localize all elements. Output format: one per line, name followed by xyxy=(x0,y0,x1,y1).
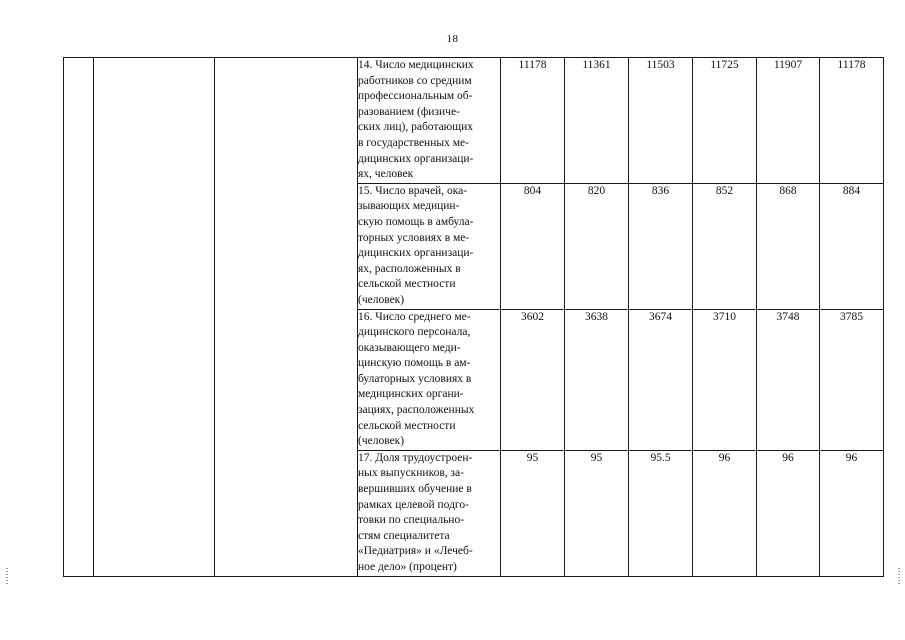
value-cell: 95.5 xyxy=(629,450,693,576)
value-cell: 96 xyxy=(693,450,757,576)
table-body xyxy=(64,58,884,577)
value-cell: 11907 xyxy=(757,58,820,184)
description-line: ях, человек xyxy=(358,168,414,181)
name-cell xyxy=(94,58,215,577)
description-line: рамках целевой подго- xyxy=(358,498,469,511)
indicator-description xyxy=(358,58,501,184)
value-cell: 11178 xyxy=(501,58,565,184)
value-cell: 11725 xyxy=(693,58,757,184)
value-cell: 95 xyxy=(501,450,565,576)
description-line: дицинского персонала, xyxy=(358,326,471,339)
value-cell: 11503 xyxy=(629,58,693,184)
value-cell: 11178 xyxy=(820,58,884,184)
indicators-table xyxy=(63,57,884,577)
description-line: (человек) xyxy=(358,293,405,306)
description-line: торных условиях в ме- xyxy=(358,231,470,244)
value-cell: 3710 xyxy=(693,309,757,450)
description-line: дицинских организаци- xyxy=(358,152,474,165)
description-line: зывающих медицин- xyxy=(358,200,460,213)
value-cell: 852 xyxy=(693,183,757,309)
description-line: 17. Доля трудоустроен- xyxy=(358,451,473,464)
table-row xyxy=(64,58,884,184)
value-cell: 96 xyxy=(820,450,884,576)
value-cell: 884 xyxy=(820,183,884,309)
description-line: 16. Число среднего ме- xyxy=(358,310,471,323)
indicator-description xyxy=(358,309,501,450)
value-cell: 3785 xyxy=(820,309,884,450)
value-cell: 868 xyxy=(757,183,820,309)
value-cell: 3602 xyxy=(501,309,565,450)
description-line: стям специалитета xyxy=(358,529,450,542)
description-line: сельской местности xyxy=(358,419,456,432)
description-line: сельской местности xyxy=(358,278,456,291)
program-cell xyxy=(215,58,358,577)
description-line: разованием (физиче- xyxy=(358,105,460,118)
value-cell: 3674 xyxy=(629,309,693,450)
description-line: (человек) xyxy=(358,435,405,448)
description-line: 15. Число врачей, ока- xyxy=(358,184,468,197)
description-line: ных выпускников, за- xyxy=(358,467,464,480)
value-cell: 95 xyxy=(565,450,629,576)
description-line: в государственных ме- xyxy=(358,136,469,149)
description-line: ное дело» (процент) xyxy=(358,561,457,573)
value-cell: 3638 xyxy=(565,309,629,450)
value-cell: 804 xyxy=(501,183,565,309)
value-cell: 836 xyxy=(629,183,693,309)
description-line: медицинских органи- xyxy=(358,388,464,401)
indicator-description xyxy=(358,183,501,309)
description-line: работников со средним xyxy=(358,74,472,87)
description-line: цинскую помощь в ам- xyxy=(358,357,471,370)
index-cell xyxy=(64,58,94,577)
value-cell: 3748 xyxy=(757,309,820,450)
description-line: скую помощь в амбула- xyxy=(358,215,474,228)
description-line: 14. Число медицинских xyxy=(358,59,474,71)
page-number: 18 xyxy=(446,33,459,45)
description-line: вершивших обучение в xyxy=(358,483,472,496)
scan-edge-mark-left xyxy=(6,568,8,586)
description-line: ях, расположенных в xyxy=(358,262,461,275)
scan-edge-mark-right xyxy=(898,568,900,586)
description-line: оказывающего меди- xyxy=(358,341,461,354)
value-cell: 96 xyxy=(757,450,820,576)
description-line: товки по специально- xyxy=(358,514,465,527)
description-line: ских лиц), работающих xyxy=(358,121,474,134)
value-cell: 820 xyxy=(565,183,629,309)
description-line: профессиональным об- xyxy=(358,90,473,103)
description-line: зациях, расположенных xyxy=(358,404,475,417)
description-line: «Педиатрия» и «Лечеб- xyxy=(358,545,473,558)
description-line: дицинских организаци- xyxy=(358,247,474,260)
description-line: булаторных условиях в xyxy=(358,372,472,385)
value-cell: 11361 xyxy=(565,58,629,184)
indicator-description xyxy=(358,450,501,576)
